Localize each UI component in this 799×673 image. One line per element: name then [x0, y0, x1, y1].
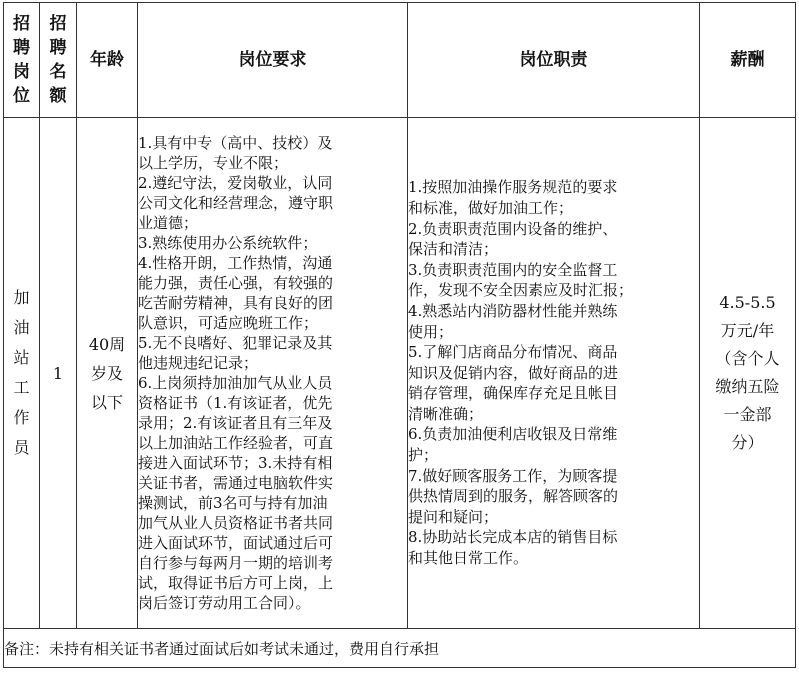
header-row — [4, 3, 796, 118]
position-cell: 加 油 站 工 作 员 — [4, 118, 40, 629]
header-duties: 岗位职责 — [408, 3, 700, 118]
header-position: 招 聘 岗 位 — [4, 3, 40, 118]
count-cell: 1 — [40, 118, 77, 629]
requirements-cell: 1.具有中专（高中、技校）及 以上学历，专业不限； 2.遵纪守法，爱岗敬业，认同 公司文化和经营理念，遵守职 业道德； 3.熟练使用办公系统软件； 4.性格开朗，工作热情，沟通 能力强，责任心强，有较强的 吃苦耐劳精神，具有良好的团 队意识，可适应晚班工作； 5.无不良嗜好、犯罪记录及其 他违规违纪记录； 6.上岗须持加油加气从业人员 资格证书（1.有该证者，优先 录用；2.有该证者且有三年及 以上加油站工作经验者，可直 接进入面试环节；3.未持有相 关证书者，需通过电脑软件实 操测试，前3名可与持有加油 加气从业人员资格证书者共同 进入面试环节，面试通过后可 自行参与每两月一期的培训考 试，取得证书后方可上岗，上 岗后签订劳动用工合同）。 — [138, 118, 408, 629]
recruitment-table — [3, 2, 796, 668]
table-row — [4, 118, 796, 629]
header-requirements: 岗位要求 — [138, 3, 408, 118]
note-text: 备注：未持有相关证书者通过面试后如考试未通过，费用自行承担 — [4, 629, 796, 668]
header-salary: 薪酬 — [700, 3, 796, 118]
header-count: 招 聘 名 额 — [40, 3, 77, 118]
duties-cell: 1.按照加油操作服务规范的要求 和标准，做好加油工作； 2.负责职责范围内设备的维护、 保洁和清洁； 3.负责职责范围内的安全监督工 作，发现不安全因素应及时汇报； 4.熟悉站内消防器材性能并熟练 使用； 5.了解门店商品分布情况、商品 知识及促销内容，做好商品的进 销存管理，确保库存充足且帐目 清晰准确； 6.负责加油便利店收银及日常维 护； 7.做好顾客服务工作，为顾客提 供热情周到的服务，解答顾客的 提问和疑问； 8.协助站长完成本店的销售目标 和其他日常工作。 — [408, 118, 700, 629]
age-cell: 40周 岁及 以下 — [77, 118, 138, 629]
salary-cell: 4.5-5.5 万元/年 （含个人 缴纳五险 一金部 分） — [700, 118, 796, 629]
note-row — [4, 629, 796, 668]
header-age: 年龄 — [77, 3, 138, 118]
